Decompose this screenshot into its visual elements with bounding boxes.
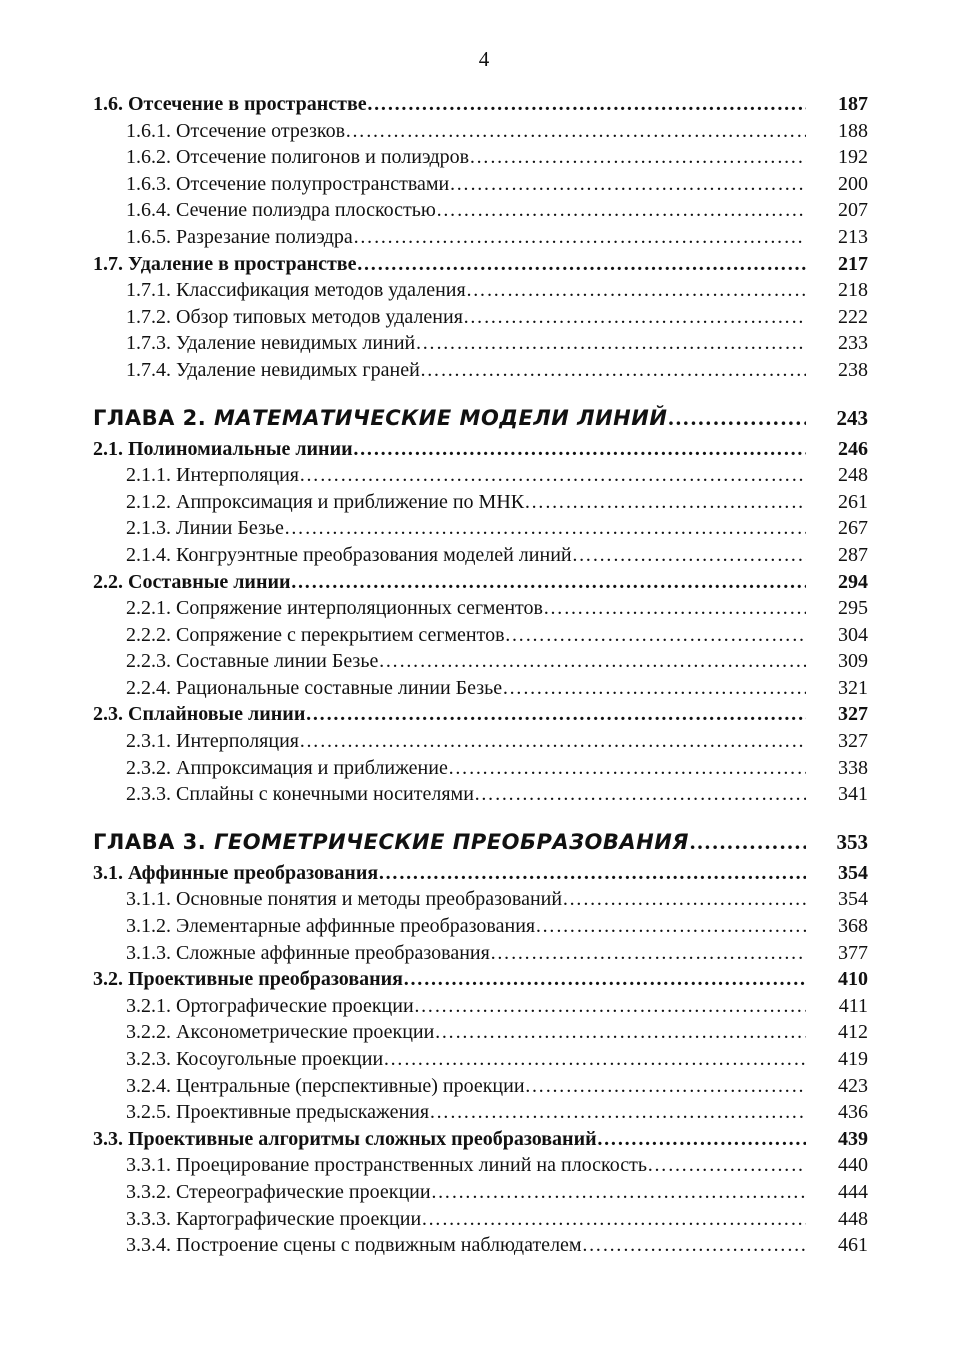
toc-subsection [93,144,868,171]
toc-entry-title: 2.2. Составные линии [93,570,291,593]
toc-chapter [93,400,868,436]
toc-page-number: 354 [838,861,868,884]
toc-section [93,966,868,993]
toc-page-number: 327 [838,703,868,726]
toc-entry-title: 2.1.2. Аппроксимация и приближение по МНК [126,490,525,513]
toc-page-number: 287 [838,543,868,566]
toc-page-number: 222 [838,305,868,328]
toc-leader-dots [572,542,806,569]
toc-page-number: 412 [838,1021,868,1044]
toc-entry-title: 2.2.4. Рациональные составные линии Безье [126,676,503,699]
toc-leader-dots [431,1179,806,1206]
toc-leader-dots [689,824,806,860]
toc-leader-dots [466,277,806,304]
toc-page-number: 200 [838,172,868,195]
toc-subsection [93,595,868,622]
toc-subsection [93,1099,868,1126]
toc-entry-title: 1.7.4. Удаление невидимых граней [126,358,420,381]
toc-page-number: 354 [838,888,868,911]
toc-page-number: 304 [838,623,868,646]
toc-section [93,91,868,118]
toc-page-number: 423 [838,1074,868,1097]
toc-entry-title: 1.6. Отсечение в пространстве [93,93,367,115]
toc-section [93,1126,868,1153]
toc-page-number: 444 [838,1180,868,1203]
toc-chapter-title: ГЕОМЕТРИЧЕСКИЕ ПРЕОБРАЗОВАНИЯ [214,829,689,854]
toc-entry-title: 3.3.4. Построение сцены с подвижным наблюдателем [126,1234,582,1257]
toc-page-number: 246 [838,437,868,460]
toc-entry-title: 3.2.2. Аксонометрические проекции [126,1021,435,1044]
toc-subsection [93,913,868,940]
toc-page-number: 353 [836,829,868,854]
toc-page-number: 217 [838,252,868,275]
toc-leader-dots [378,648,806,675]
toc-subsection [93,1152,868,1179]
toc-entry-title: 3.1.3. Сложные аффинные преобразования [126,941,490,964]
toc-entry-title: 3.2.4. Центральные (перспективные) проекции [126,1074,525,1097]
toc-leader-dots [420,357,806,384]
toc-leader-dots [299,462,806,489]
toc-entry-title: 2.2.1. Сопряжение интерполяционных сегментов [126,597,543,620]
toc-page-number: 238 [838,358,868,381]
toc-entry-title: 2.1.1. Интерполяция [126,464,299,487]
toc-subsection [93,515,868,542]
toc-page-number: 410 [838,968,868,991]
toc-leader-dots [434,1019,806,1046]
toc-subsection [93,781,868,808]
toc-entry-title: 1.6.3. Отсечение полупространствами [126,172,450,195]
toc-page-number: 267 [838,517,868,540]
toc-subsection [93,1206,868,1233]
toc-leader-dots [378,860,806,887]
toc-subsection [93,277,868,304]
toc-subsection [93,304,868,331]
toc-entry-title: 1.7. Удаление в пространстве [93,252,357,275]
toc-page-number: 327 [838,730,868,753]
toc-entry-title: 2.3.2. Аппроксимация и приближение [126,756,448,779]
toc-entry-title: 2.3. Сплайновые линии [93,703,306,726]
toc-page-number: 439 [838,1127,868,1150]
toc-leader-dots [597,1126,806,1153]
toc-subsection [93,1179,868,1206]
toc-page-number: 207 [838,199,868,222]
toc-leader-dots [647,1152,806,1179]
toc-page-number: 377 [838,941,868,964]
toc-leader-dots [305,701,806,728]
toc-leader-dots [414,993,806,1020]
toc-entry-title: 2.1.3. Линии Безье [126,517,284,540]
toc-page-number: 461 [838,1234,868,1257]
toc-page-number: 295 [838,597,868,620]
toc-page-number: 338 [838,756,868,779]
toc-subsection [93,886,868,913]
toc-page-number: 440 [838,1154,868,1177]
toc-entry-title: 1.6.1. Отсечение отрезков [126,119,346,142]
toc-entry-title: 3.2.5. Проективные предыскажения [126,1101,430,1124]
toc-page-number: 218 [838,279,868,302]
toc-page-number: 309 [838,650,868,673]
toc-leader-dots [524,489,806,516]
toc-entry-title: 2.2.3. Составные линии Безье [126,650,379,673]
toc-section [93,436,868,463]
toc-subsection [93,940,868,967]
toc-entry-title: 3.2.3. Косоугольные проекции [126,1048,384,1070]
toc-page-number: 411 [838,994,868,1017]
toc-subsection [93,489,868,516]
toc-entry-title: 2.1. Полиномиальные линии [93,437,353,460]
toc-subsection [93,993,868,1020]
toc-entry-title: 3.3.2. Стереографические проекции [126,1180,431,1203]
toc-section [93,251,868,278]
toc-leader-dots [403,966,806,993]
toc-leader-dots [505,622,806,649]
toc-page-number: 187 [838,93,868,115]
toc-chapter-label: ГЛАВА 3. [93,829,215,854]
toc-subsection [93,224,868,251]
toc-leader-dots [474,781,806,808]
toc-chapter-label: ГЛАВА 2. [93,405,215,430]
toc-leader-dots [463,304,806,331]
toc-chapter-title: МАТЕМАТИЧЕСКИЕ МОДЕЛИ ЛИНИЙ [214,405,668,430]
toc-entry-title: 3.1.1. Основные понятия и методы преобразований [126,888,563,911]
toc-page-number: 213 [838,225,868,248]
toc-entry-title: 1.7.1. Классификация методов удаления [126,279,466,302]
toc-page-number: 188 [838,119,868,142]
toc-subsection [93,622,868,649]
toc-section [93,569,868,596]
toc-leader-dots [291,569,806,596]
toc-entry-title: 3.1. Аффинные преобразования [93,861,379,884]
toc-page-number: 321 [838,676,868,699]
toc-subsection [93,728,868,755]
toc-page-number: 243 [836,405,868,430]
toc-page-number: 368 [838,915,868,938]
toc-subsection [93,675,868,702]
toc-subsection [93,1232,868,1259]
toc-page-number: 436 [838,1101,868,1124]
toc-entry-title: 2.3.3. Сплайны с конечными носителями [126,783,474,806]
toc-subsection [93,542,868,569]
toc-subsection [93,648,868,675]
toc-page-number: 294 [838,570,868,593]
toc-subsection [93,1073,868,1100]
toc-entry-title: 2.2.2. Сопряжение с перекрытием сегментов [126,623,505,646]
toc-chapter [93,824,868,860]
toc-leader-dots [543,595,806,622]
toc-entry-title: 3.3.3. Картографические проекции [126,1207,422,1230]
toc-subsection [93,1046,868,1073]
toc-entry-title: 2.1.4. Конгруэнтные преобразования моделей линий [126,543,572,566]
toc-entry-title: 3.3.1. Проецирование пространственных линий на плоскость [126,1154,647,1177]
toc-leader-dots [284,515,806,542]
toc-leader-dots [345,118,806,145]
toc-subsection [93,330,868,357]
toc-leader-dots [429,1099,806,1126]
toc-page-number: 248 [838,464,868,487]
toc-page-number: 341 [838,783,868,806]
toc-leader-dots [525,1073,806,1100]
toc-leader-dots [436,197,806,224]
toc-leader-dots [353,224,806,251]
toc-page-number: 192 [838,146,868,169]
toc-leader-dots [383,1046,806,1073]
toc-leader-dots [415,330,806,357]
toc-entry-title: 1.6.4. Сечение полиэдра плоскостью [126,199,436,222]
toc-page-number: 448 [838,1207,868,1230]
toc-entry-title: 3.3. Проективные алгоритмы сложных преобразований [93,1127,597,1150]
toc-page-number: 233 [838,332,868,355]
toc-leader-dots [421,1206,806,1233]
toc-leader-dots [490,940,806,967]
toc-section [93,860,868,887]
toc-entry-title: 1.7.2. Обзор типовых методов удаления [126,305,463,328]
toc-entry-title: 2.3.1. Интерполяция [126,730,299,753]
toc-leader-dots [582,1232,806,1259]
toc-leader-dots [448,755,806,782]
toc-leader-dots [469,144,806,171]
toc-leader-dots [449,171,806,198]
toc-entry-title: 3.2.1. Ортографические проекции [126,994,414,1017]
table-of-contents [93,91,868,1259]
toc-entry-title: 1.6.2. Отсечение полигонов и полиэдров [126,146,470,169]
toc-subsection [93,118,868,145]
toc-page-number: 261 [838,490,868,513]
toc-leader-dots [367,91,806,118]
toc-page-number: 419 [838,1048,868,1070]
toc-subsection [93,171,868,198]
toc-leader-dots [535,913,806,940]
toc-subsection [93,462,868,489]
toc-section [93,701,868,728]
toc-subsection [93,1019,868,1046]
toc-entry-title: 3.1.2. Элементарные аффинные преобразования [126,915,536,938]
toc-leader-dots [299,728,806,755]
toc-subsection [93,197,868,224]
page-number: 4 [478,47,490,71]
toc-subsection [93,755,868,782]
toc-entry-title: 1.6.5. Разрезание полиэдра [126,225,353,248]
toc-leader-dots [667,400,806,436]
toc-entry-title: 1.7.3. Удаление невидимых линий [126,332,416,355]
toc-leader-dots [353,436,806,463]
toc-leader-dots [502,675,806,702]
toc-leader-dots [357,251,807,278]
toc-entry-title: 3.2. Проективные преобразования [93,968,403,991]
toc-subsection [93,357,868,384]
toc-leader-dots [562,886,806,913]
